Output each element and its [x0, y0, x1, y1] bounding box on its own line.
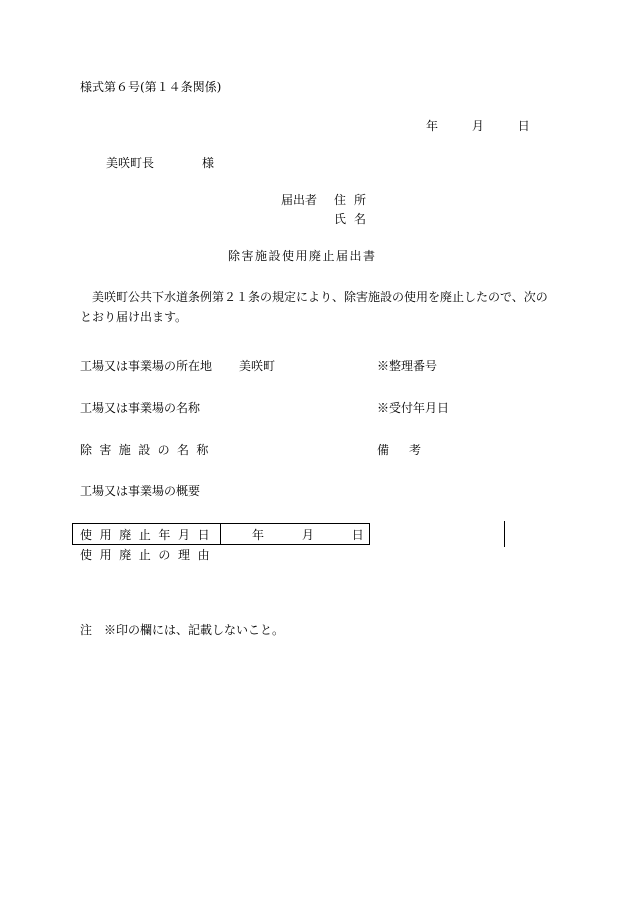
date-day-label: 日 [517, 119, 530, 133]
reference-number-label: ※整理番号 [377, 359, 438, 373]
date-year-label: 年 [426, 119, 439, 133]
submission-date-line [426, 120, 530, 132]
notifier-address-label: 住所 [334, 193, 375, 207]
stop-date-value [252, 529, 364, 541]
facility-name-label: 除害施設の名称 [80, 443, 216, 457]
overview-label: 工場又は事業場の概要 [80, 484, 201, 498]
location-value: 美咲町 [239, 359, 276, 373]
stop-date-year: 年 [252, 528, 265, 542]
factory-name-label: 工場又は事業場の名称 [80, 401, 201, 415]
addressee-honorific: 様 [202, 156, 215, 170]
addressee-name: 美咲町長 [106, 156, 155, 170]
stop-date-day: 日 [351, 528, 364, 542]
date-month-label: 月 [471, 119, 484, 133]
right-column-divider [504, 521, 505, 547]
notifier-name-label: 氏名 [334, 212, 375, 226]
notifier-label: 届出者 [281, 193, 318, 207]
form-number: 様式第６号(第１４条関係) [80, 80, 222, 94]
body-text: 美咲町公共下水道条例第２１条の規定により、除害施設の使用を廃止したので、次のとおり届け出ます。 [80, 290, 548, 324]
document-title: 除害施設使用廃止届出書 [228, 249, 377, 263]
location-label: 工場又は事業場の所在地 [80, 359, 213, 373]
stop-date-label: 使用廃止年月日 [80, 528, 218, 542]
footnote: 注 ※印の欄には、記載しないこと。 [80, 623, 285, 637]
remarks-label: 備考 [377, 443, 442, 457]
stop-date-box-divider [220, 523, 221, 545]
addressee [106, 157, 214, 169]
receipt-date-label: ※受付年月日 [377, 401, 450, 415]
stop-date-month: 月 [301, 528, 314, 542]
stop-reason-label: 使用廃止の理由 [80, 548, 218, 562]
